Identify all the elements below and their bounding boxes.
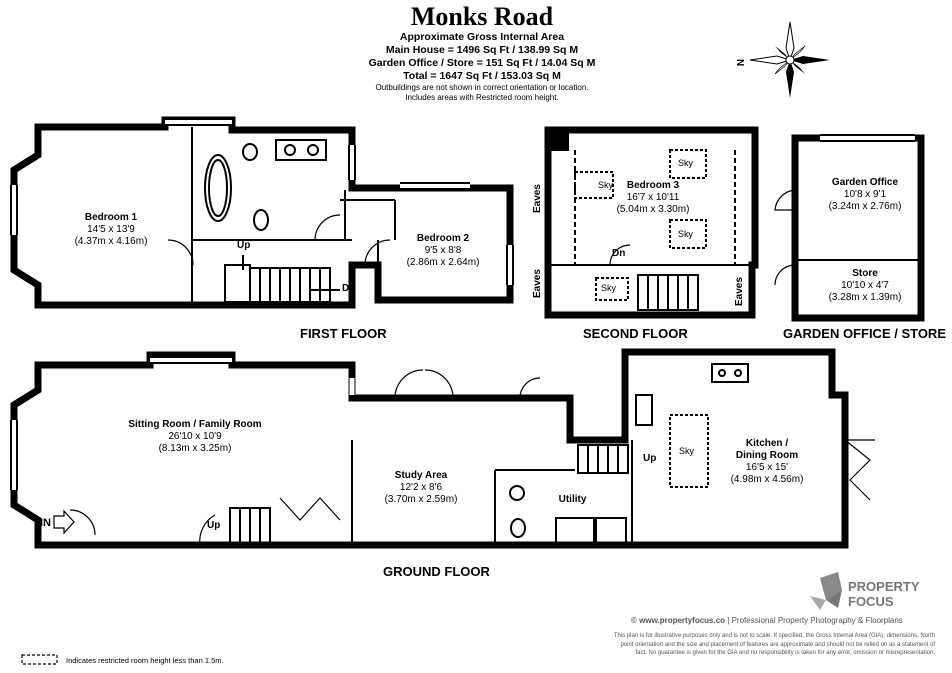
room-size-metric: (2.86m x 2.64m) bbox=[406, 257, 480, 268]
stair-down-label: Dn bbox=[342, 283, 356, 294]
room-bedroom-2 bbox=[398, 233, 488, 269]
brand-logo bbox=[848, 579, 920, 609]
room-name: Store bbox=[852, 268, 878, 279]
skylight-label: Sky bbox=[678, 229, 694, 239]
room-utility bbox=[550, 494, 595, 506]
gia-main-house: Main House = 1496 Sq Ft / 138.99 Sq M bbox=[385, 44, 579, 56]
eaves-label: Eaves bbox=[532, 269, 543, 298]
room-garden-office bbox=[820, 177, 910, 213]
room-size-imperial: 9'5 x 8'8 bbox=[424, 245, 462, 256]
room-size-imperial: 10'8 x 9'1 bbox=[843, 189, 887, 200]
room-name: Dining Room bbox=[735, 450, 799, 461]
room-size-imperial: 26'10 x 10'9 bbox=[168, 431, 222, 442]
room-bedroom-1 bbox=[66, 212, 156, 248]
room-size-metric: (3.70m x 2.59m) bbox=[384, 494, 458, 505]
brand-tagline: | Professional Property Photography & Floorplans bbox=[727, 616, 903, 625]
skylight-label: Sky bbox=[679, 446, 695, 456]
room-sitting-room bbox=[110, 419, 280, 455]
eaves-label: Eaves bbox=[734, 277, 745, 306]
room-name: Bedroom 2 bbox=[416, 233, 470, 244]
gia-garden-office: Garden Office / Store = 151 Sq Ft / 14.04 Sq M bbox=[368, 57, 596, 69]
stair-up-label: Up bbox=[237, 240, 251, 251]
room-name: Utility bbox=[558, 494, 587, 505]
legend-text: Indicates restricted room height less than 1.5m. bbox=[66, 656, 224, 665]
outbuilding-note: Outbuildings are not shown in correct orientation or location. bbox=[375, 83, 589, 92]
room-size-metric: (3.28m x 1.39m) bbox=[828, 292, 902, 303]
skylight-label: Sky bbox=[598, 180, 614, 190]
outbuilding-label: GARDEN OFFICE / STORE bbox=[783, 326, 946, 341]
room-kitchen bbox=[717, 438, 817, 486]
room-size-imperial: 12'2 x 8'6 bbox=[399, 482, 443, 493]
disclaimer bbox=[560, 632, 935, 658]
gia-total: Total = 1647 Sq Ft / 153.03 Sq M bbox=[403, 70, 561, 82]
room-size-imperial: 16'5 x 15' bbox=[745, 462, 789, 473]
room-name: Sitting Room / Family Room bbox=[128, 419, 262, 430]
stair-up-label: Up bbox=[207, 520, 221, 531]
room-study-area bbox=[376, 470, 466, 506]
eaves-label: Eaves bbox=[532, 184, 543, 213]
entrance-label: IN bbox=[40, 517, 51, 529]
compass-north-label: N bbox=[736, 58, 748, 67]
room-bedroom-3 bbox=[608, 180, 698, 216]
room-name: Bedroom 3 bbox=[626, 180, 680, 191]
room-name: Kitchen / bbox=[745, 438, 789, 449]
stair-down-label: Dn bbox=[612, 248, 626, 259]
gia-title: Approximate Gross Internal Area bbox=[399, 31, 565, 43]
disclaimer-line: point orientation and the size and placement of features are approximate and should not be relied on as a statement of bbox=[620, 641, 935, 648]
ground-floor-label: GROUND FLOOR bbox=[383, 564, 490, 579]
page-title: Monks Road bbox=[410, 2, 554, 31]
room-name: Garden Office bbox=[831, 177, 899, 188]
disclaimer-line: fact. No guarantee is given for the GIA and no responsibility is taken for any error, omission or misrepresentation. bbox=[635, 650, 935, 656]
room-size-metric: (5.04m x 3.30m) bbox=[616, 204, 690, 215]
brand-credit bbox=[631, 616, 903, 625]
restricted-note: Includes areas with Restricted room height. bbox=[405, 93, 559, 102]
second-floor-label: SECOND FLOOR bbox=[583, 326, 688, 341]
room-size-imperial: 10'10 x 4'7 bbox=[841, 280, 889, 291]
room-size-imperial: 14'5 x 13'9 bbox=[87, 224, 135, 235]
room-size-metric: (8.13m x 3.25m) bbox=[158, 443, 232, 454]
brand-line-1: PROPERTY bbox=[848, 579, 920, 594]
stair-up-label: Up bbox=[643, 453, 657, 464]
room-size-metric: (4.98m x 4.56m) bbox=[730, 474, 804, 485]
room-size-metric: (4.37m x 4.16m) bbox=[74, 236, 148, 247]
room-size-metric: (3.24m x 2.76m) bbox=[828, 201, 902, 212]
skylight-label: Sky bbox=[678, 158, 694, 168]
disclaimer-line: This plan is for illustrative purposes only and is not to scale. If specified, the Gross Internal Area (GIA), dimensions, North bbox=[613, 633, 935, 639]
brand-website: © www.propertyfocus.co bbox=[631, 616, 726, 625]
room-name: Bedroom 1 bbox=[84, 212, 138, 223]
brand-line-2: FOCUS bbox=[848, 594, 894, 609]
first-floor-label: FIRST FLOOR bbox=[300, 326, 387, 341]
skylight-label: Sky bbox=[601, 283, 617, 293]
room-size-imperial: 16'7 x 10'11 bbox=[626, 192, 680, 203]
room-name: Study Area bbox=[394, 470, 448, 481]
room-store bbox=[820, 268, 910, 304]
